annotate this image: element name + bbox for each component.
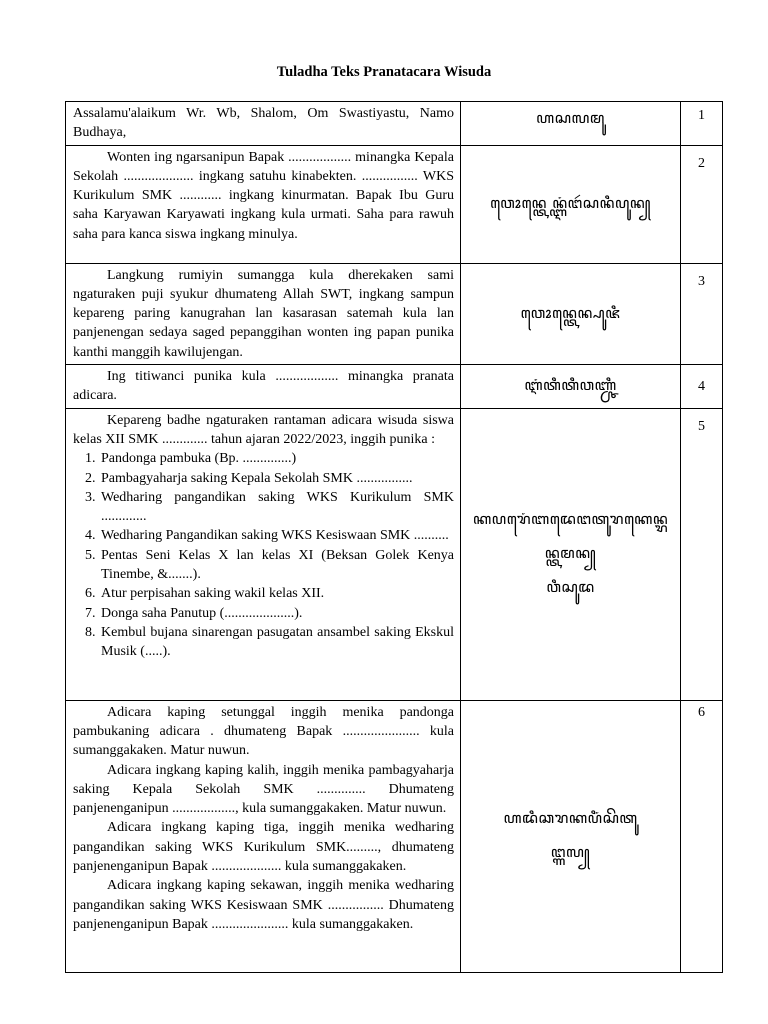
- row-number: 3: [698, 273, 705, 289]
- number-cell: [681, 365, 723, 409]
- script-cell: [461, 145, 681, 263]
- text-cell: [66, 145, 461, 263]
- row-number: 2: [698, 155, 705, 171]
- javanese-script: ꦲꦱꦭꦩꦸ: [536, 111, 605, 127]
- row-number: 6: [698, 704, 705, 720]
- paragraph: Langkung rumiyin sumangga kula dherekaken sami ngaturaken puji syukur dhumateng Allah SWT, ingkang sampun kepareng paring kanugrahan lan kasarasan satemah kula lan panjenengan sedaya saged pepanggihan wonten ing papan punika kanthi manggih kawilujengan.: [73, 267, 454, 360]
- javanese-script: ꦮꦺꦴꦤ꧀ꦠꦺꦤ꧀ꦆꦁꦔꦂꦱꦤꦶꦥꦸꦤ꧀: [490, 196, 651, 213]
- text-cell: [66, 263, 461, 364]
- agenda-list: [73, 449, 454, 661]
- text-cell: [66, 365, 461, 409]
- list-item: 6. Atur perpisahan saking wakil kelas XII.: [99, 584, 454, 603]
- document-title: Tuladha Teks Pranatacara Wisuda: [276, 64, 492, 80]
- list-item: 2. Pambagyaharja saking Kepala Sekolah SMK ................: [99, 469, 454, 488]
- pranatacara-table: [65, 101, 723, 973]
- list-item: 4. Wedharing Pangandikan saking WKS Kesiswaan SMK ..........: [99, 526, 454, 545]
- row-number: 5: [698, 418, 705, 434]
- text-cell: [66, 102, 461, 146]
- table-row: [66, 263, 723, 364]
- table-row: [66, 102, 723, 146]
- list-item: 5. Pentas Seni Kelas X lan kelas XI (Beksan Golek Kenya Tinembe, &.......).: [99, 546, 454, 585]
- row-number: 1: [698, 108, 705, 123]
- script-cell: [461, 700, 681, 972]
- paragraph: Adicara kaping setunggal inggih menika pandonga pambukaning adicara . dhumateng Bapak ...................... kula sumanggakaken. Matur nuwun.: [73, 704, 454, 759]
- paragraph: Adicara ingkang kaping sekawan, inggih menika wedharing pangandikan saking WKS Kesiswaan SMK ................ Dhumateng panjenenganipun Bapak ...................... kula sumanggakaken.: [73, 878, 454, 932]
- number-cell: [681, 700, 723, 972]
- row-number: 4: [698, 378, 705, 394]
- text-cell: [66, 700, 461, 972]
- javanese-script: ꦏꦥꦫꦺꦁꦧꦢꦺꦔꦠꦸꦫꦏꦺꦤ꧀ꦫꦤ꧀ꦠꦩꦤ꧀: [472, 512, 669, 563]
- text-cell: [66, 408, 461, 700]
- list-item: 7. Donga saha Panutup (....................).: [99, 604, 454, 623]
- number-cell: [681, 263, 723, 364]
- table-row: [66, 700, 723, 972]
- javanese-script-line2: ꦮꦶꦱꦸꦢ: [546, 580, 595, 597]
- script-cell: [461, 365, 681, 409]
- paragraph: Adicara ingkang kaping kalih, inggih menika pambagyaharja saking Kepala Sekolah SMK .............. Dhumateng panjenenganipun .................., kula sumanggakaken. Matur nuwun.: [73, 762, 454, 817]
- table-row: [66, 408, 723, 700]
- javanese-script: ꦲꦢꦶꦕꦫꦏꦥꦶꦁꦱꦼꦠꦸ: [503, 811, 638, 828]
- script-cell: [461, 102, 681, 146]
- table-row: [66, 365, 723, 409]
- javanese-script-line2: ꦔ꧀ꦒꦭ꧀: [550, 845, 591, 862]
- paragraph: Wonten ing ngarsanipun Bapak .................. minangka Kepala Sekolah .................... ingkang satuhu kinabekten. ................ WKS Kurikulum SMK ............ ingkang kinurmatan. Bapak Ibu Guru saha Karyawan Karyawati ingkang kula urmati. Saha para rawuh saha para kanca siswa ingkang minulya.: [73, 149, 454, 242]
- list-item: 1. Pandonga pambuka (Bp. ..............): [99, 449, 454, 468]
- paragraph: Adicara ingkang kaping tiga, inggih menika wedharing pangandikan saking WKS Kurikulum SMK........., dhumateng panjenenganipun Bapak .................... kula sumanggakaken.: [73, 820, 454, 875]
- table-row: [66, 145, 723, 263]
- script-cell: [461, 263, 681, 364]
- script-cell: [461, 408, 681, 700]
- javanese-script: ꦮꦺꦴꦤ꧀ꦠꦺꦤ꧀ꦥꦸꦗꦶ: [520, 305, 621, 322]
- paragraph: Kepareng badhe ngaturaken rantaman adicara wisuda siswa kelas XII SMK ............. tahun ajaran 2022/2023, inggih punika :: [73, 412, 454, 447]
- paragraph: Ing titiwanci punika kula .................. minangka pranata adicara.: [73, 369, 454, 404]
- number-cell: [681, 408, 723, 700]
- number-cell: [681, 145, 723, 263]
- list-item: 8. Kembul bujana sinarengan pasugatan ansambel saking Ekskul Musik (.....).: [99, 623, 454, 662]
- list-item: 3. Wedharing pangandikan saking WKS Kurikulum SMK .............: [99, 488, 454, 527]
- paragraph: Assalamu'alaikum Wr. Wb, Shalom, Om Swastiyastu, Namo Budhaya,: [73, 106, 454, 141]
- number-cell: [681, 102, 723, 146]
- javanese-script: ꦆꦁꦠꦶꦠꦶꦮꦚ꧀ꦕꦶ: [524, 378, 617, 395]
